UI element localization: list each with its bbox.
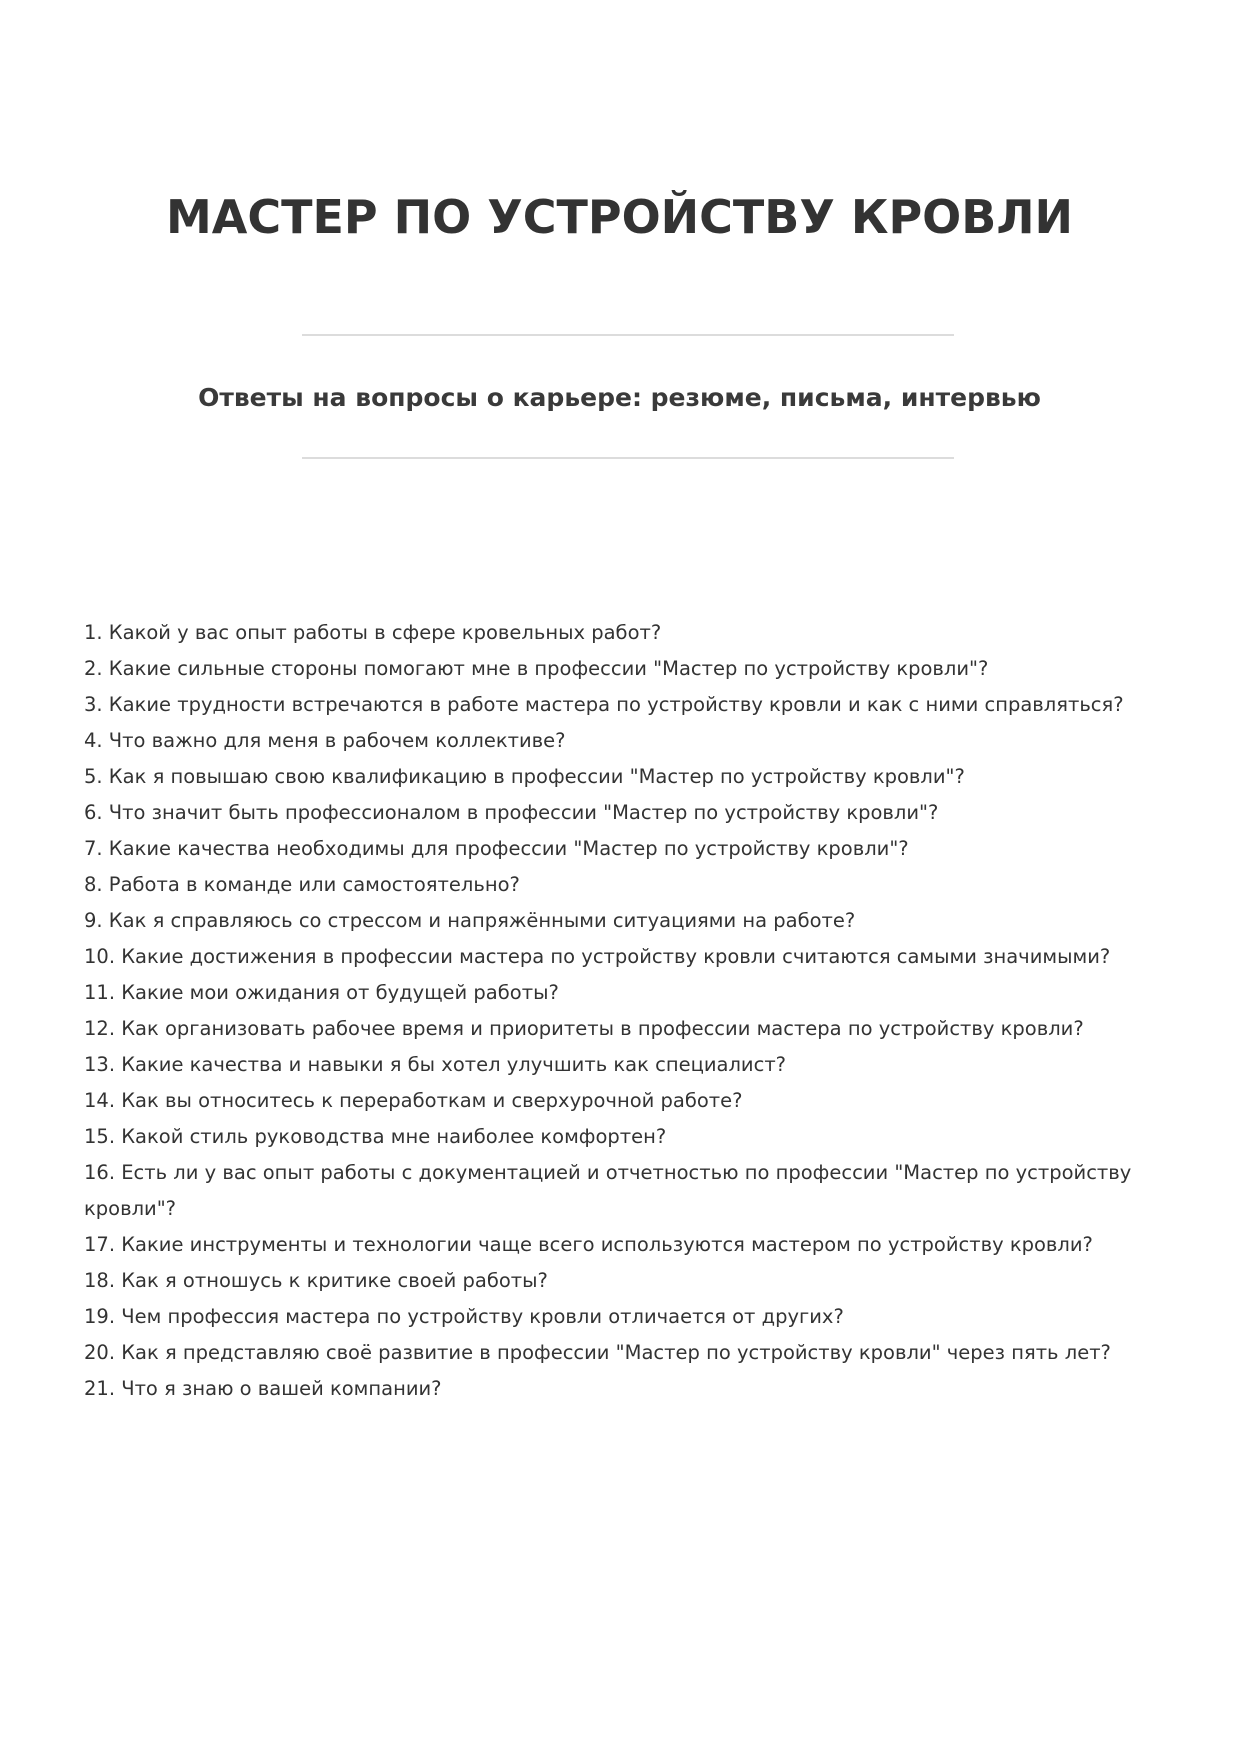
divider-top [302, 334, 954, 336]
question-item: 9. Как я справляюсь со стрессом и напряжёнными ситуациями на работе? [84, 909, 856, 932]
question-item: 19. Чем профессия мастера по устройству кровли отличается от других? [84, 1305, 844, 1328]
question-item: 18. Как я отношусь к критике своей работы? [84, 1269, 548, 1292]
question-item: 8. Работа в команде или самостоятельно? [84, 873, 520, 896]
question-item: 21. Что я знаю о вашей компании? [84, 1377, 442, 1400]
question-item: 3. Какие трудности встречаются в работе мастера по устройству кровли и как с ними справляться? [84, 693, 1124, 716]
question-item: 5. Как я повышаю свою квалификацию в профессии "Мастер по устройству кровли"? [84, 765, 965, 788]
question-item: 15. Какой стиль руководства мне наиболее комфортен? [84, 1125, 667, 1148]
divider-bottom [302, 457, 954, 459]
question-item: 20. Как я представляю своё развитие в профессии "Мастер по устройству кровли" через пять лет? [84, 1341, 1111, 1364]
question-item: 10. Какие достижения в профессии мастера по устройству кровли считаются самыми значимыми? [84, 945, 1111, 968]
question-list [84, 615, 1154, 1407]
question-item: 7. Какие качества необходимы для профессии "Мастер по устройству кровли"? [84, 837, 909, 860]
page-subtitle: Ответы на вопросы о карьере: резюме, письма, интервью [198, 383, 1041, 412]
question-item: 12. Как организовать рабочее время и приоритеты в профессии мастера по устройству кровли? [84, 1017, 1084, 1040]
question-item: 2. Какие сильные стороны помогают мне в профессии "Мастер по устройству кровли"? [84, 657, 989, 680]
question-item: 6. Что значит быть профессионалом в профессии "Мастер по устройству кровли"? [84, 801, 939, 824]
question-item: 16. Есть ли у вас опыт работы с документацией и отчетностью по профессии "Мастер по устройству кровли"? [84, 1161, 1132, 1220]
question-item: 11. Какие мои ожидания от будущей работы? [84, 981, 559, 1004]
question-item: 14. Как вы относитесь к переработкам и сверхурочной работе? [84, 1089, 743, 1112]
page-title: МАСТЕР ПО УСТРОЙСТВУ КРОВЛИ [165, 190, 1074, 244]
question-item: 17. Какие инструменты и технологии чаще всего используются мастером по устройству кровли? [84, 1233, 1093, 1256]
question-item: 4. Что важно для меня в рабочем коллективе? [84, 729, 566, 752]
question-item: 13. Какие качества и навыки я бы хотел улучшить как специалист? [84, 1053, 787, 1076]
question-item: 1. Какой у вас опыт работы в сфере кровельных работ? [84, 621, 662, 644]
